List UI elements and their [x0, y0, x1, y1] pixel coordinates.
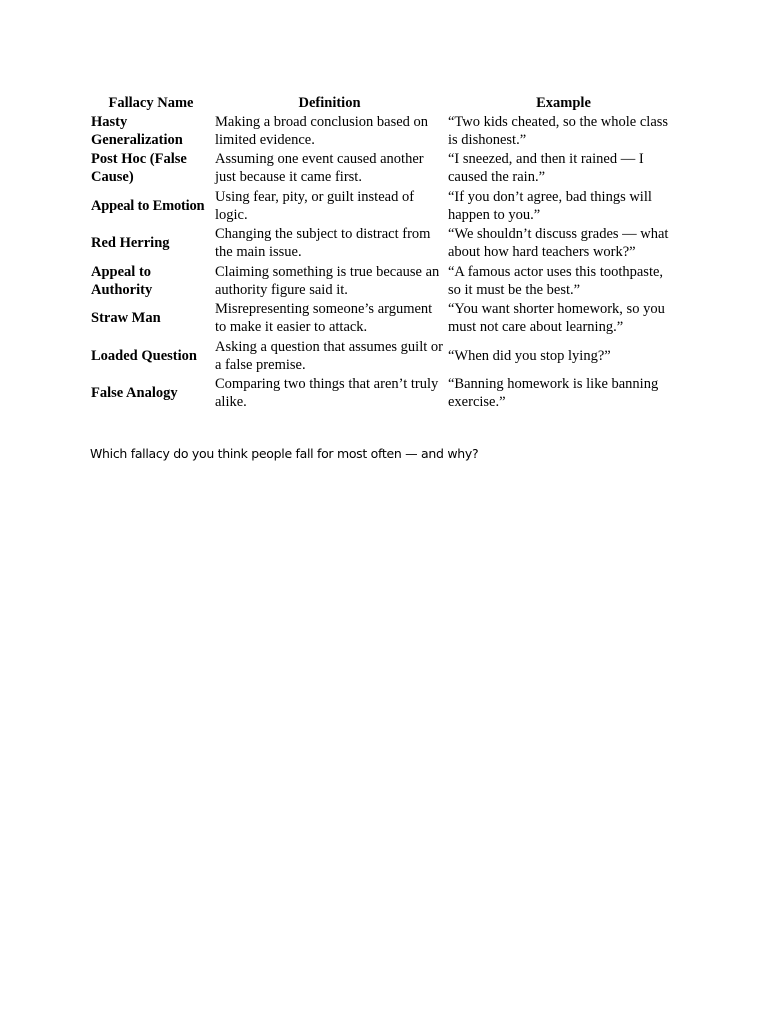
column-header-example: Example: [536, 94, 591, 111]
fallacy-name-cell: Appeal to Authority: [91, 263, 153, 298]
fallacy-name-cell: Red Herring: [91, 235, 170, 252]
table-row: [89, 225, 681, 263]
fallacy-name-cell: Hasty Generalization: [91, 113, 183, 148]
example-cell: “You want shorter homework, so you must not care about learning.”: [448, 301, 665, 336]
fallacy-name-cell: Loaded Question: [91, 347, 197, 364]
table-row: [89, 187, 681, 225]
example-cell: “If you don’t agree, bad things will happen to you.”: [448, 188, 652, 223]
definition-cell: Changing the subject to distract from the main issue.: [215, 226, 431, 261]
example-cell: “A famous actor uses this toothpaste, so it must be the best.”: [448, 263, 664, 298]
table-row: [89, 337, 681, 375]
fallacy-name-cell: Appeal to Emotion: [91, 197, 205, 214]
table-row: [89, 300, 681, 338]
table-header-row: [89, 93, 681, 112]
example-cell: “We shouldn’t discuss grades — what about how hard teachers work?”: [448, 226, 669, 261]
example-cell: “I sneezed, and then it rained — I caused the rain.”: [448, 151, 644, 186]
definition-cell: Comparing two things that aren’t truly alike.: [215, 376, 439, 411]
fallacy-name-cell: Straw Man: [91, 310, 161, 327]
example-cell: “Two kids cheated, so the whole class is dishonest.”: [448, 113, 669, 148]
definition-cell: Assuming one event caused another just because it came first.: [215, 151, 424, 186]
definition-cell: Asking a question that assumes guilt or a false premise.: [215, 338, 443, 373]
table-row: [89, 112, 681, 150]
fallacy-name-cell: Post Hoc (False Cause): [91, 151, 187, 186]
example-cell: “Banning homework is like banning exercise.”: [448, 376, 659, 411]
column-header-definition: Definition: [298, 94, 361, 111]
fallacy-table: [89, 93, 681, 412]
definition-cell: Making a broad conclusion based on limited evidence.: [215, 113, 429, 148]
definition-cell: Misrepresenting someone’s argument to make it easier to attack.: [215, 301, 433, 336]
definition-cell: Claiming something is true because an authority figure said it.: [215, 263, 440, 298]
definition-cell: Using fear, pity, or guilt instead of logic.: [215, 188, 415, 223]
table-row: [89, 150, 681, 188]
column-header-name: Fallacy Name: [108, 94, 194, 111]
table-row: [89, 375, 681, 413]
fallacy-name-cell: False Analogy: [91, 385, 178, 402]
discussion-prompt: Which fallacy do you think people fall for most often — and why?: [90, 446, 479, 461]
table-row: [89, 262, 681, 300]
example-cell: “When did you stop lying?”: [448, 347, 611, 364]
